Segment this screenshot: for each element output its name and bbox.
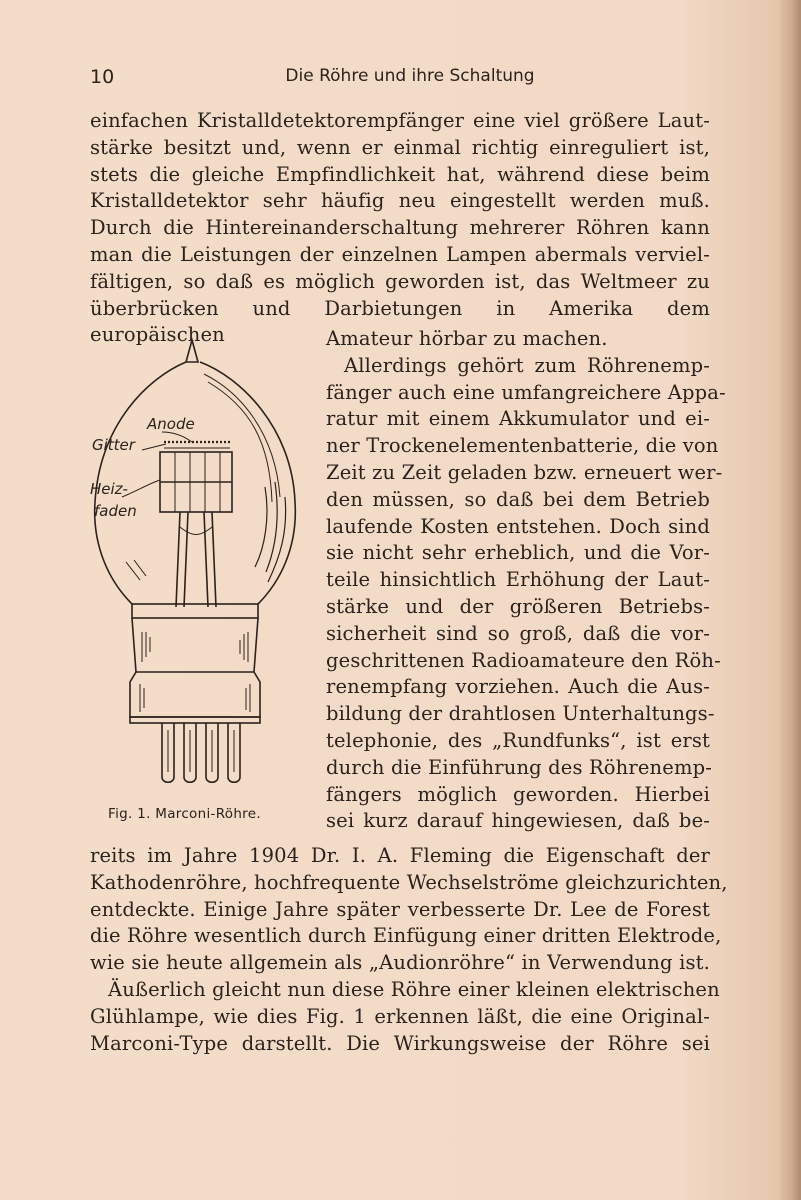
text-line: Allerdings gehört zum Röhrenemp-	[344, 353, 710, 377]
text-line: stärke besitzt und, wenn er einmal richtig einreguliert ist,	[90, 135, 710, 159]
text-line: teile hinsichtlich Erhöhung der Laut-	[326, 568, 710, 592]
page-edge-shadow	[779, 0, 801, 1200]
label-anode: Anode	[147, 415, 195, 433]
text-line: reits im Jahre 1904 Dr. I. A. Fleming die Eigenschaft der	[90, 844, 710, 867]
text-line: Kathodenröhre, hochfrequente Wechselströme gleichzurichten,	[90, 870, 728, 894]
marconi-tube-figure	[80, 332, 310, 792]
text-line: man die Leistungen der einzelnen Lampen abermals verviel-	[90, 242, 710, 266]
text-line: den müssen, so daß bei dem Betrieb	[326, 487, 710, 511]
text-line: fängers möglich geworden. Hierbei	[326, 782, 710, 806]
text-line: bildung der drahtlosen Unterhaltungs-	[326, 702, 715, 726]
text-line: stärke und der größeren Betriebs-	[326, 594, 710, 618]
page-number: 10	[90, 66, 115, 88]
text-line: die Röhre wesentlich durch Einfügung einer dritten Elektrode,	[90, 924, 722, 948]
text-line: Glühlampe, wie dies Fig. 1 erkennen läßt, die eine Original-	[90, 1004, 710, 1028]
text-line: sei kurz darauf hingewiesen, daß be-	[326, 809, 710, 833]
text-line: Zeit zu Zeit geladen bzw. erneuert wer-	[326, 460, 723, 484]
paragraph-top	[90, 108, 710, 349]
text-line: überbrücken und Darbietungen in Amerika dem europäischen	[90, 296, 710, 347]
text-line: ratur mit einem Akkumulator und ei-	[326, 407, 710, 431]
text-line: sie nicht sehr erheblich, und die Vor-	[326, 541, 710, 565]
text-line: stets die gleiche Empfindlichkeit hat, während diese beim	[90, 162, 710, 186]
page-header	[90, 66, 710, 94]
figure-caption: Fig. 1. Marconi-Röhre.	[108, 806, 261, 822]
text-line: Marconi-Type darstellt. Die Wirkungsweise der Röhre sei	[90, 1031, 710, 1055]
label-faden: faden	[94, 502, 137, 520]
text-line: fältigen, so daß es möglich geworden ist, das Weltmeer zu	[90, 269, 710, 293]
text-line: entdeckte. Einige Jahre später verbesserte Dr. Lee de Forest	[90, 897, 710, 921]
text-line: geschrittenen Radioamateure den Röh-	[326, 648, 721, 672]
text-line: renempfang vorziehen. Auch die Aus-	[326, 675, 710, 699]
label-heiz: Heiz-	[90, 480, 128, 498]
label-gitter: Gitter	[92, 436, 135, 454]
paragraph-bottom	[90, 843, 728, 1057]
text-line: einfachen Kristalldetektorempfänger eine viel größere Laut-	[90, 109, 710, 132]
vacuum-tube-drawing	[80, 332, 310, 792]
text-line: Äußerlich gleicht nun diese Röhre einer kleinen elektrischen	[108, 977, 720, 1001]
text-line: fänger auch eine umfangreichere Appa-	[326, 380, 726, 404]
text-line: ner Trockenelementenbatterie, die von	[326, 434, 719, 458]
text-line: sicherheit sind so groß, daß die vor-	[326, 621, 710, 645]
text-line: Amateur hörbar zu machen.	[326, 327, 608, 350]
paragraph-beside-figure	[326, 326, 726, 835]
text-line: telephonie, des „Rundfunks“, ist erst	[326, 728, 710, 752]
text-line: laufende Kosten entstehen. Doch sind	[326, 514, 710, 538]
text-line: wie sie heute allgemein als „Audionröhre“ in Verwendung ist.	[90, 951, 710, 975]
running-title: Die Röhre und ihre Schaltung	[285, 66, 535, 86]
text-line: durch die Einführung des Röhrenemp-	[326, 755, 712, 779]
text-line: Durch die Hintereinanderschaltung mehrerer Röhren kann	[90, 216, 710, 240]
text-line: Kristalldetektor sehr häufig neu eingestellt werden muß.	[90, 189, 710, 213]
